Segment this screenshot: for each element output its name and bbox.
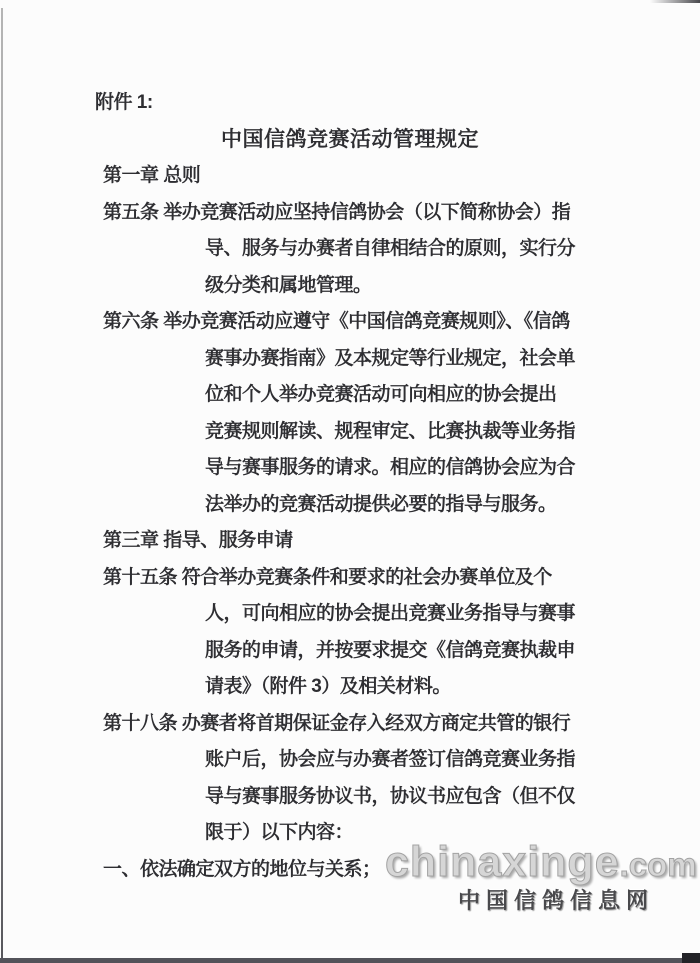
article-15-line: 第十五条 符合举办竞赛条件和要求的社会办赛单位及个 [103, 566, 552, 588]
article-15-line: 人，可向相应的协会提出竞赛业务指导与赛事 [205, 603, 576, 624]
chapter-1-heading: 第一章 总则 [103, 165, 201, 186]
scan-edge-bottom [0, 958, 700, 963]
scan-edge-top-right [650, 0, 700, 3]
document-title: 中国信鸽竞赛活动管理规定 [221, 127, 479, 151]
article-6-line: 法举办的竞赛活动提供必要的指导与服务。 [205, 493, 557, 515]
article-18-line: 导与赛事服务协议书，协议书应包含（但不仅 [205, 785, 576, 807]
article-15-line: 服务的申请，并按要求提交《信鸽竞赛执裁申 [205, 639, 576, 661]
document-body [0, 85, 700, 888]
watermark-tld: .com [619, 846, 697, 883]
article-15-line: 请表》（附件 3）及相关材料。 [205, 676, 451, 697]
article-5-line: 级分类和属地管理。 [205, 274, 372, 296]
watermark-site-name: 中国信鸽信息网 [458, 888, 655, 913]
article-6-line: 第六条 举办竞赛活动应遵守《中国信鸽竞赛规则》、《信鸽 [103, 311, 570, 332]
scan-corner-bottom-right [682, 953, 700, 963]
article-6-line: 导与赛事服务的请求。相应的信鸽协会应为合 [205, 457, 576, 478]
article-6-line: 竞赛规则解读、规程审定、比赛执裁等业务指 [205, 420, 576, 442]
chapter-3-heading: 第三章 指导、服务申请 [103, 530, 293, 551]
article-6-line: 位和个人举办竞赛活动可向相应的协会提出 [205, 384, 557, 405]
list-item-1: 一、依法确定双方的地位与关系； [103, 858, 381, 880]
article-18-line: 限于）以下内容： [205, 822, 354, 843]
article-18-line: 账户后，协会应与办赛者签订信鸽竞赛业务指 [205, 749, 576, 770]
attachment-label: 附件 1: [95, 92, 153, 113]
article-5-line: 导、服务与办赛者自律相结合的原则，实行分 [205, 238, 576, 259]
article-6-line: 赛事办赛指南》及本规定等行业规定，社会单 [205, 347, 576, 369]
watermark-domain: chinaxinge [385, 838, 620, 886]
article-5-line: 第五条 举办竞赛活动应坚持信鸽协会（以下简称协会）指 [103, 201, 571, 223]
article-18-line: 第十八条 办赛者将首期保证金存入经双方商定共管的银行 [103, 712, 571, 734]
